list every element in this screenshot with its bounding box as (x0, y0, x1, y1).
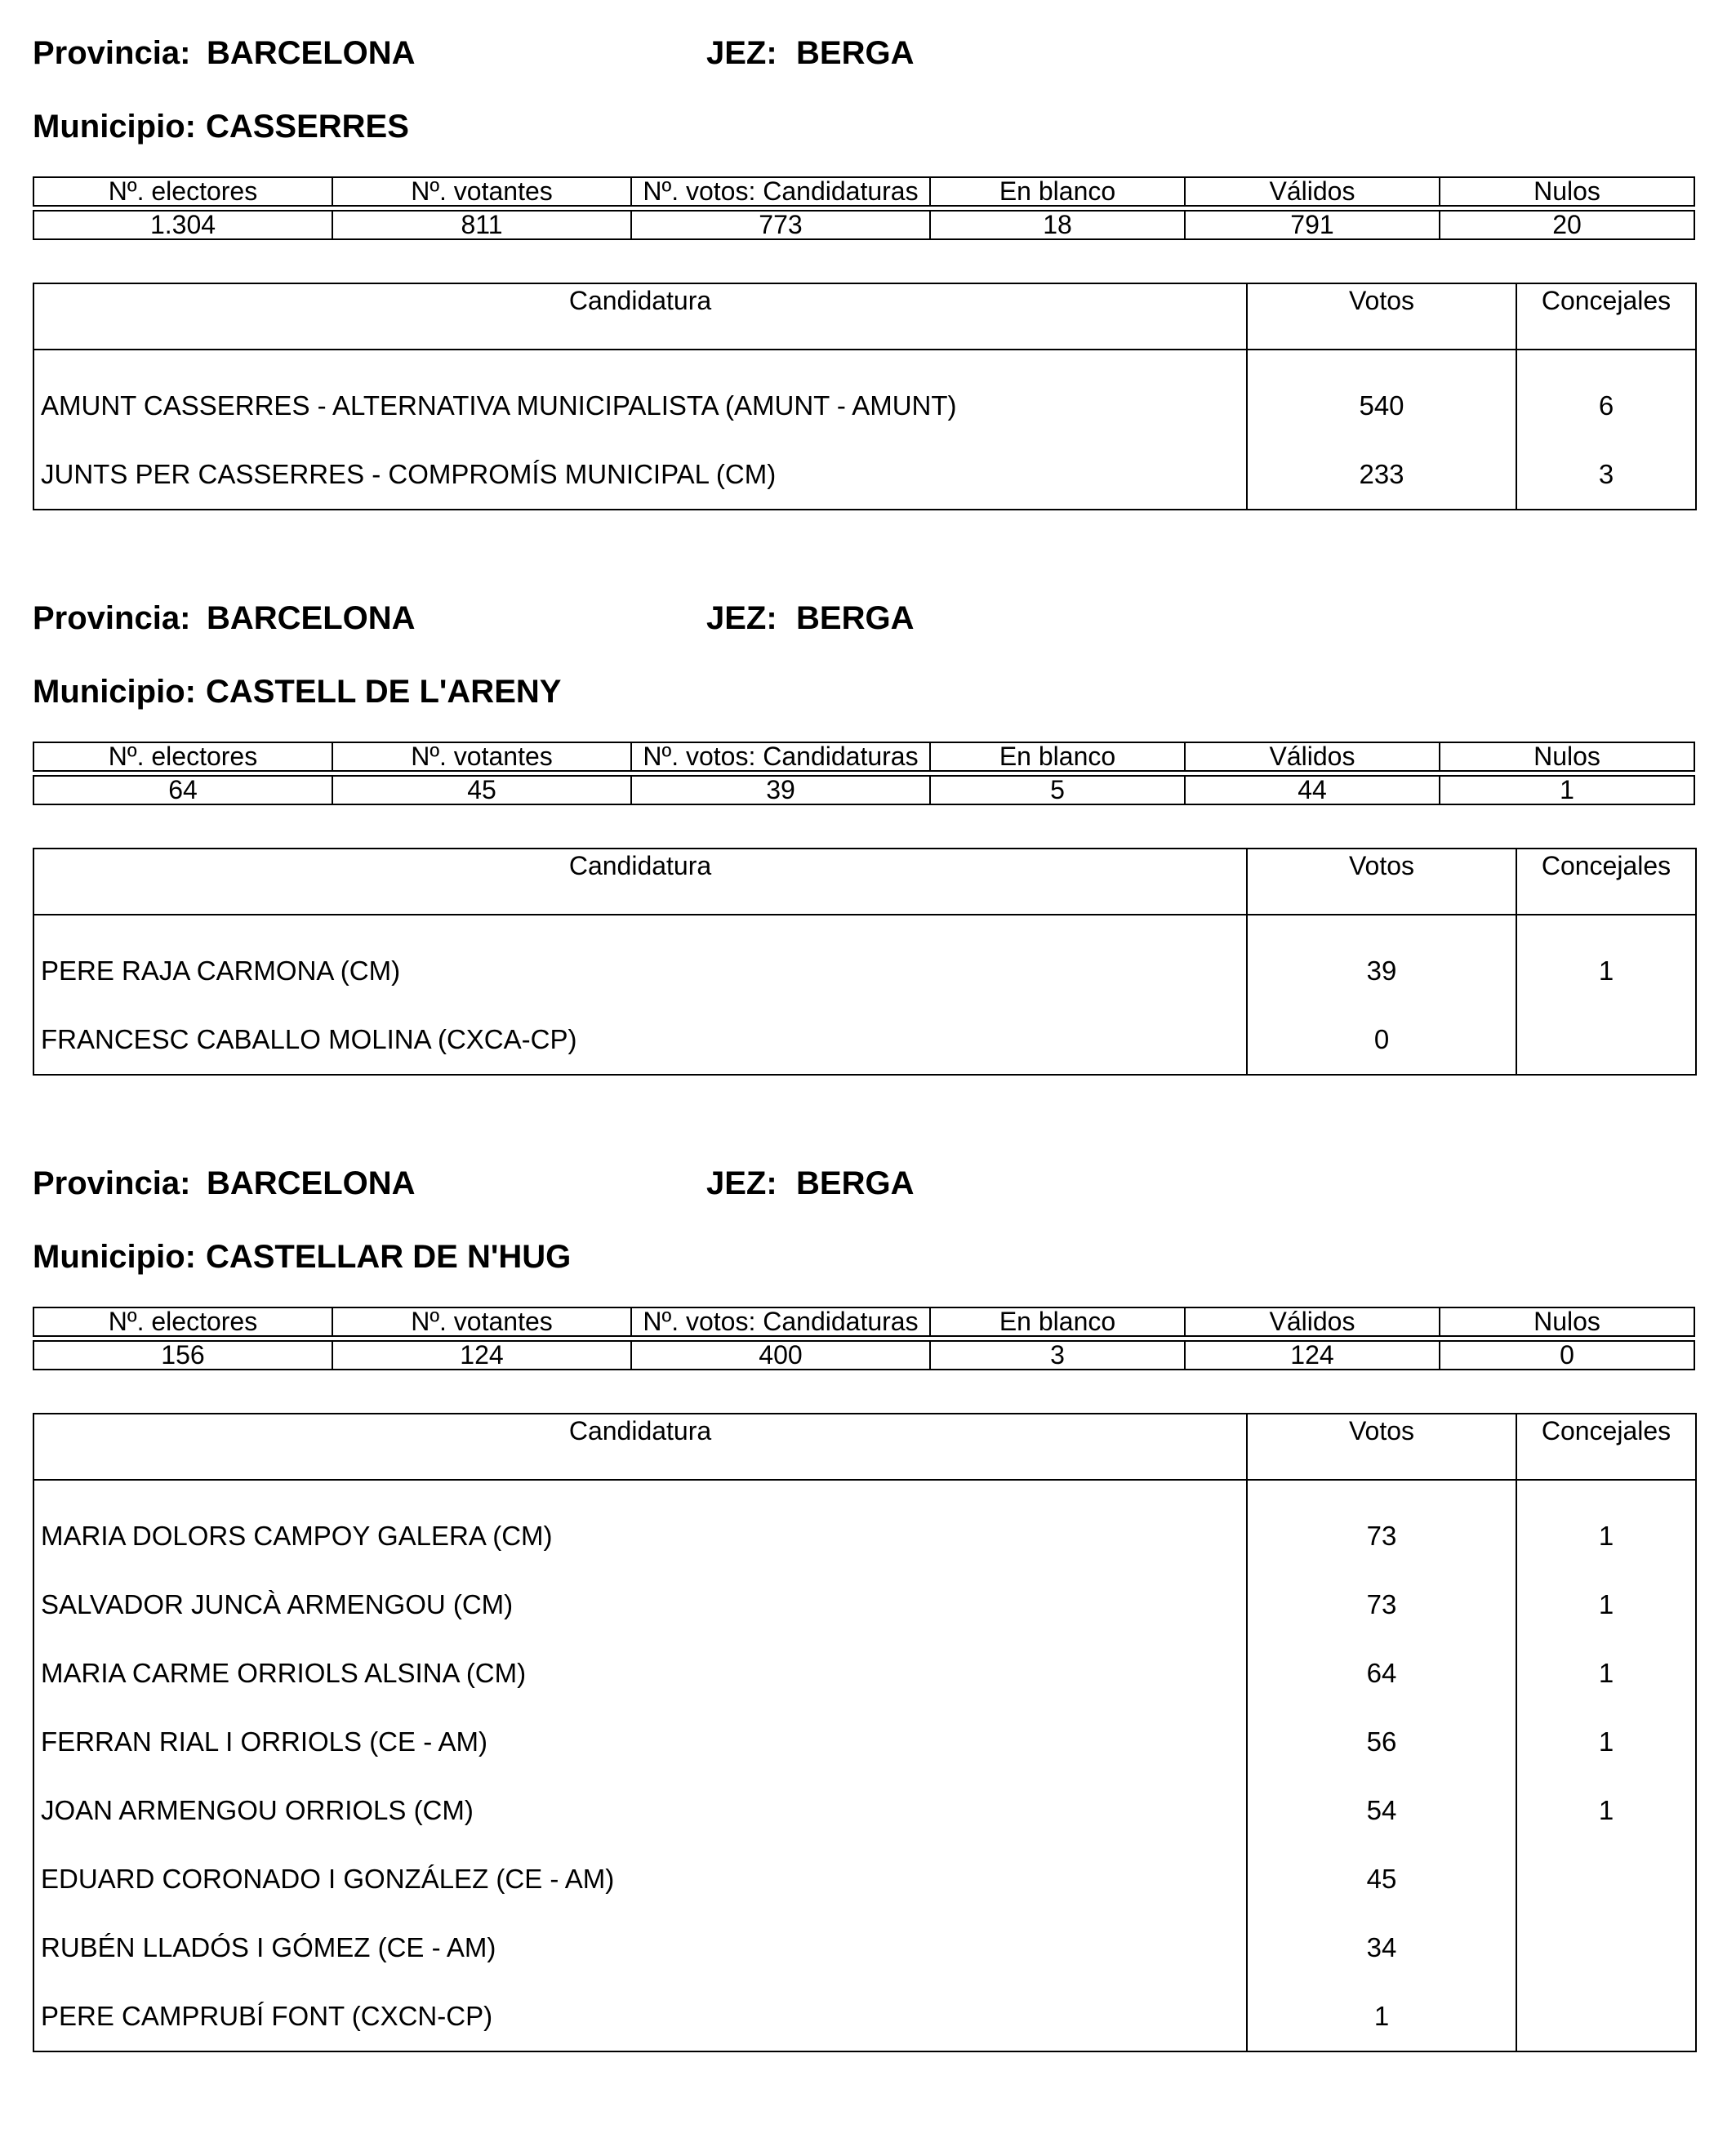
provincia-value: BARCELONA (207, 35, 416, 71)
summary-value-electores: 156 (33, 1341, 332, 1370)
candidatura-row (33, 1776, 1696, 1845)
candidatura-name: FERRAN RIAL I ORRIOLS (CE - AM) (33, 1708, 1247, 1776)
provincia-jez-row (33, 1163, 1695, 1204)
candidatura-row (33, 1502, 1696, 1570)
candidaturas-header-row (33, 1414, 1696, 1480)
summary-header: Nº. electores (33, 742, 332, 771)
candidatura-votos: 73 (1247, 1502, 1516, 1570)
summary-header: Válidos (1185, 742, 1440, 771)
candidatura-row (33, 1639, 1696, 1708)
candidatura-concejales: 1 (1598, 1658, 1614, 1688)
summary-value-en-blanco: 18 (930, 211, 1185, 239)
candidatura-votos: 0 (1247, 1005, 1516, 1075)
candidatura-concejales: 1 (1598, 1589, 1614, 1619)
summary-header: Válidos (1185, 177, 1440, 206)
votos-header: Votos (1247, 1414, 1516, 1480)
summary-header: En blanco (930, 177, 1185, 206)
candidaturas-table (33, 848, 1697, 1076)
candidatura-name: EDUARD CORONADO I GONZÁLEZ (CE - AM) (33, 1845, 1247, 1913)
candidatura-votos: 540 (1247, 372, 1516, 440)
summary-value-votantes: 811 (332, 211, 631, 239)
summary-value-en-blanco: 3 (930, 1341, 1185, 1370)
candidatura-concejales: 3 (1598, 459, 1614, 489)
summary-header: Nº. votos: Candidaturas (631, 177, 930, 206)
candidatura-concejales (1516, 1845, 1696, 1913)
candidatura-name: FRANCESC CABALLO MOLINA (CXCA-CP) (33, 1005, 1247, 1075)
candidatura-header: Candidatura (33, 1414, 1247, 1480)
municipio-value: CASTELL DE L'ARENY (205, 674, 562, 710)
summary-table (33, 742, 1695, 805)
candidatura-name: PERE RAJA CARMONA (CM) (33, 937, 1247, 1005)
summary-value-electores: 1.304 (33, 211, 332, 239)
candidatura-name: JOAN ARMENGOU ORRIOLS (CM) (33, 1776, 1247, 1845)
candidatura-concejales: 1 (1598, 1795, 1614, 1825)
summary-value-en-blanco: 5 (930, 776, 1185, 804)
summary-header-row (33, 742, 1694, 771)
summary-value-validos: 124 (1185, 1341, 1440, 1370)
candidatura-name: RUBÉN LLADÓS I GÓMEZ (CE - AM) (33, 1913, 1247, 1982)
provincia-label: Provincia: (33, 35, 191, 71)
candidatura-votos: 1 (1247, 1982, 1516, 2051)
candidaturas-header-row (33, 283, 1696, 350)
candidatura-row (33, 1570, 1696, 1639)
summary-header-row (33, 1307, 1694, 1336)
summary-value-votos-candidaturas: 400 (631, 1341, 930, 1370)
candidatura-row (33, 1005, 1696, 1075)
summary-value-votos-candidaturas: 773 (631, 211, 930, 239)
provincia-label: Provincia: (33, 1165, 191, 1201)
candidatura-concejales: 1 (1598, 1726, 1614, 1757)
candidaturas-header-row (33, 849, 1696, 915)
candidatura-row (33, 1708, 1696, 1776)
candidaturas-table (33, 283, 1697, 510)
votos-header: Votos (1247, 849, 1516, 915)
jez-label: JEZ: (706, 1165, 777, 1201)
summary-value-row (33, 776, 1694, 804)
candidatura-concejales (1516, 1982, 1696, 2051)
municipio-value: CASTELLAR DE N'HUG (205, 1239, 572, 1275)
jez-value: BERGA (796, 35, 915, 71)
summary-value-nulos: 1 (1440, 776, 1694, 804)
candidatura-concejales (1516, 1005, 1696, 1075)
provincia-jez-row (33, 598, 1695, 639)
summary-header: En blanco (930, 742, 1185, 771)
candidatura-votos: 39 (1247, 937, 1516, 1005)
summary-header: Nº. votantes (332, 742, 631, 771)
candidatura-row (33, 1845, 1696, 1913)
candidatura-name: MARIA CARME ORRIOLS ALSINA (CM) (33, 1639, 1247, 1708)
summary-header: Nulos (1440, 177, 1694, 206)
summary-header: Nulos (1440, 1307, 1694, 1336)
municipio-row (33, 106, 409, 147)
candidatura-header: Candidatura (33, 283, 1247, 350)
municipio-label: Municipio: (33, 674, 196, 710)
summary-value-validos: 44 (1185, 776, 1440, 804)
summary-value-votos-candidaturas: 39 (631, 776, 930, 804)
municipio-label: Municipio: (33, 1239, 196, 1275)
summary-value-votantes: 45 (332, 776, 631, 804)
candidatura-row (33, 937, 1696, 1005)
summary-header: Nº. votantes (332, 177, 631, 206)
jez-value: BERGA (796, 1165, 915, 1201)
summary-header-row (33, 177, 1694, 206)
votos-header: Votos (1247, 283, 1516, 350)
summary-header: Válidos (1185, 1307, 1440, 1336)
candidatura-row (33, 440, 1696, 510)
jez-label: JEZ: (706, 35, 777, 71)
summary-header: En blanco (930, 1307, 1185, 1336)
jez-value: BERGA (796, 600, 915, 636)
summary-header: Nº. votos: Candidaturas (631, 742, 930, 771)
municipio-value: CASSERRES (205, 109, 409, 145)
summary-value-votantes: 124 (332, 1341, 631, 1370)
candidatura-row (33, 1913, 1696, 1982)
candidatura-votos: 54 (1247, 1776, 1516, 1845)
candidatura-row (33, 372, 1696, 440)
summary-value-electores: 64 (33, 776, 332, 804)
concejales-header: Concejales (1516, 849, 1696, 915)
municipio-row (33, 671, 561, 712)
municipio-label: Municipio: (33, 109, 196, 145)
candidatura-concejales: 6 (1598, 390, 1614, 421)
summary-value-nulos: 0 (1440, 1341, 1694, 1370)
summary-value-row (33, 1341, 1694, 1370)
summary-header: Nº. votos: Candidaturas (631, 1307, 930, 1336)
summary-value-row (33, 211, 1694, 239)
summary-header: Nulos (1440, 742, 1694, 771)
candidatura-concejales: 1 (1598, 1521, 1614, 1551)
candidatura-name: PERE CAMPRUBÍ FONT (CXCN-CP) (33, 1982, 1247, 2051)
candidatura-name: AMUNT CASSERRES - ALTERNATIVA MUNICIPALISTA (AMUNT - AMUNT) (33, 372, 1247, 440)
candidatura-name: JUNTS PER CASSERRES - COMPROMÍS MUNICIPAL (CM) (33, 440, 1247, 510)
candidatura-concejales (1516, 1913, 1696, 1982)
candidatura-concejales: 1 (1598, 956, 1614, 986)
summary-value-validos: 791 (1185, 211, 1440, 239)
candidatura-votos: 233 (1247, 440, 1516, 510)
candidatura-name: MARIA DOLORS CAMPOY GALERA (CM) (33, 1502, 1247, 1570)
concejales-header: Concejales (1516, 1414, 1696, 1480)
summary-header: Nº. electores (33, 1307, 332, 1336)
provincia-value: BARCELONA (207, 1165, 416, 1201)
summary-header: Nº. electores (33, 177, 332, 206)
candidatura-row (33, 1982, 1696, 2051)
candidatura-votos: 34 (1247, 1913, 1516, 1982)
summary-header: Nº. votantes (332, 1307, 631, 1336)
candidatura-votos: 45 (1247, 1845, 1516, 1913)
provincia-value: BARCELONA (207, 600, 416, 636)
summary-value-nulos: 20 (1440, 211, 1694, 239)
candidatura-header: Candidatura (33, 849, 1247, 915)
candidatura-name: SALVADOR JUNCÀ ARMENGOU (CM) (33, 1570, 1247, 1639)
summary-table (33, 1307, 1695, 1370)
municipio-row (33, 1236, 571, 1277)
candidatura-votos: 64 (1247, 1639, 1516, 1708)
provincia-jez-row (33, 33, 1695, 74)
candidatura-votos: 73 (1247, 1570, 1516, 1639)
summary-table (33, 176, 1695, 240)
provincia-label: Provincia: (33, 600, 191, 636)
concejales-header: Concejales (1516, 283, 1696, 350)
candidaturas-table (33, 1413, 1697, 2052)
candidatura-votos: 56 (1247, 1708, 1516, 1776)
jez-label: JEZ: (706, 600, 777, 636)
